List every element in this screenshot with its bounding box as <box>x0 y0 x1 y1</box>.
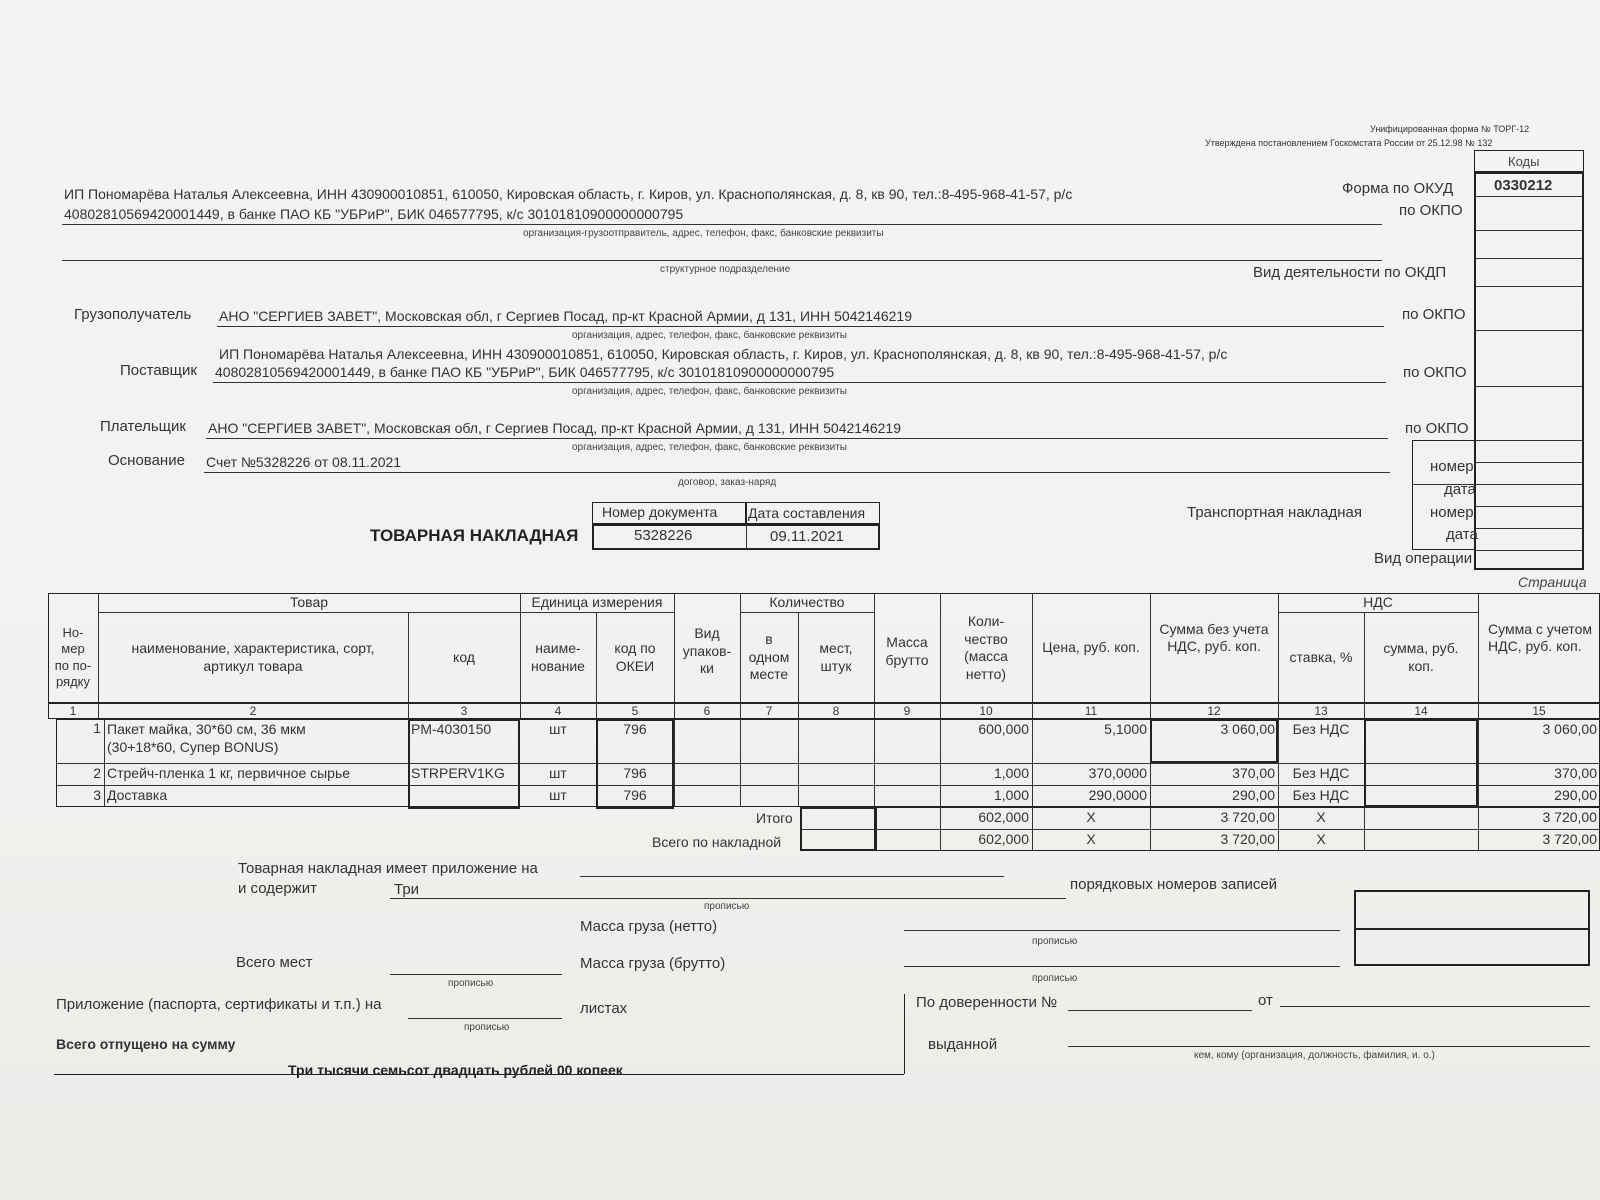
issued-caption: кем, кому (организация, должность, фамилия, и. о.) <box>1194 1050 1435 1061</box>
records-text: порядковых номеров записей <box>1070 876 1278 893</box>
row-sum: 370,00 <box>1232 765 1275 782</box>
col-sum-novat-header: Сумма без учета НДС, руб. коп. <box>1159 620 1269 654</box>
transport-label: Транспортная накладная <box>1187 504 1363 521</box>
col-vat-header: НДС <box>1363 593 1393 610</box>
from-label: от <box>1258 992 1273 1009</box>
col-gross-header: Масса брутто <box>885 634 929 668</box>
col-qty-places-header: мест, штук <box>819 640 853 674</box>
in-words-4: прописью <box>1032 973 1078 984</box>
col-sum-vat-header: Сумма с учетом НДС, руб. коп. <box>1488 620 1593 654</box>
doc-number-header: Номер документа <box>602 504 718 520</box>
row-code: PM-4030150 <box>411 721 492 738</box>
col-unit-name-header: наиме- нование <box>531 640 585 674</box>
row-code: STRPERV1KG <box>411 765 505 782</box>
vsego-total: 3 720,00 <box>1542 831 1597 848</box>
col-number: 2 <box>249 703 257 718</box>
basis-caption: договор, заказ-наряд <box>678 477 777 488</box>
row-sum: 3 060,00 <box>1220 721 1275 738</box>
col-number: 6 <box>703 703 711 718</box>
col-code-header: код <box>453 648 475 665</box>
row-okei: 796 <box>623 721 647 738</box>
col-goods-header: Товар <box>289 593 329 610</box>
basis-value: Счет №5328226 от 08.11.2021 <box>206 454 402 470</box>
row-price: 5,1000 <box>1104 721 1147 738</box>
row-net: 1,000 <box>993 787 1029 804</box>
okdp-label: Вид деятельности по ОКДП <box>1253 264 1447 281</box>
doc-number: 5328226 <box>634 527 693 544</box>
col-price-header: Цена, руб. коп. <box>1042 639 1140 656</box>
side-number-1: номер <box>1430 458 1474 475</box>
doc-date-header: Дата составления <box>748 505 866 521</box>
page-label: Страница <box>1518 574 1587 590</box>
in-words-5: прописью <box>464 1022 510 1033</box>
okud-label: Форма по ОКУД <box>1342 180 1454 197</box>
col-unit-header: Единица измерения <box>531 593 663 610</box>
row-price: 370,0000 <box>1088 765 1147 782</box>
col-number: 12 <box>1207 703 1221 718</box>
payer-value: АНО "СЕРГИЕВ ЗАВЕТ", Московская обл, г Сергиев Посад, пр-кт Красной Армии, д 131, ИНН 5042146219 <box>208 420 901 436</box>
shipper-line2: 40802810569420001449, в банке ПАО КБ "УБРиР", БИК 046577795, к/с 30101810900000000795 <box>64 206 684 222</box>
codes-title: Коды <box>1508 154 1540 169</box>
row-net: 600,000 <box>978 721 1029 738</box>
row-price: 290,0000 <box>1088 787 1147 804</box>
col-qty-one-header: в одном месте <box>748 631 790 683</box>
in-words-2: прописью <box>1032 936 1078 947</box>
released-sum-value: Три тысячи семьсот двадцать рублей 00 копеек <box>288 1062 623 1078</box>
col-number: 8 <box>832 703 840 718</box>
row-name: Доставка <box>107 787 168 804</box>
col-number: 11 <box>1084 703 1098 718</box>
row-net: 1,000 <box>993 765 1029 782</box>
itogo-label: Итого <box>756 810 793 826</box>
row-sum: 290,00 <box>1232 787 1275 804</box>
doc-date: 09.11.2021 <box>770 528 844 545</box>
itogo-price-x: X <box>1086 809 1096 826</box>
row-total: 3 060,00 <box>1542 721 1597 738</box>
row-name: Стрейч-пленка 1 кг, первичное сырье <box>107 765 351 782</box>
side-date-1: дата <box>1444 481 1476 498</box>
in-words-1: прописью <box>704 901 750 912</box>
row-num: 3 <box>93 787 101 804</box>
row-okei: 796 <box>623 765 647 782</box>
form-approval: Утверждена постановлением Госкомстата России от 25.12.98 № 132 <box>1205 138 1493 148</box>
col-number: 9 <box>903 703 911 718</box>
col-number: 3 <box>460 703 468 718</box>
vsego-net: 602,000 <box>978 831 1029 848</box>
okpo-label-4: по ОКПО <box>1405 420 1469 437</box>
supplier-line2: 40802810569420001449, в банке ПАО КБ "УБРиР", БИК 046577795, к/с 30101810900000000795 <box>215 364 835 380</box>
row-vat-rate: Без НДС <box>1292 765 1350 782</box>
vsego-price-x: X <box>1086 831 1096 848</box>
supplier-caption: организация, адрес, телефон, факс, банковские реквизиты <box>572 386 847 397</box>
attachment-text: Товарная накладная имеет приложение на <box>238 860 538 877</box>
subdivision-caption: структурное подразделение <box>660 264 791 275</box>
row-total: 290,00 <box>1554 787 1597 804</box>
document-title: ТОВАРНАЯ НАКЛАДНАЯ <box>370 526 579 545</box>
row-okei: 796 <box>623 787 647 804</box>
appendix-label: Приложение (паспорта, сертификаты и т.п.) на <box>56 996 382 1013</box>
total-places-label: Всего мест <box>236 954 313 971</box>
power-of-attorney-label: По доверенности № <box>916 994 1058 1011</box>
col-net-header: Коли- чество (масса нетто) <box>964 613 1008 682</box>
col-pack-header: Вид упаков- ки <box>682 625 732 677</box>
col-number: 7 <box>765 703 773 718</box>
mass-gross-label: Масса груза (брутто) <box>580 955 726 972</box>
vsego-sum: 3 720,00 <box>1220 831 1275 848</box>
itogo-total: 3 720,00 <box>1542 809 1597 826</box>
side-date-2: дата <box>1446 526 1478 543</box>
col-number: 14 <box>1414 703 1428 718</box>
col-goods-name-header: наименование, характеристика, сорт, артикул товара <box>131 640 375 674</box>
in-words-3: прописью <box>448 978 494 989</box>
contains-value: Три <box>394 881 420 898</box>
okud-code: 0330212 <box>1494 177 1553 194</box>
itogo-sum: 3 720,00 <box>1220 809 1275 826</box>
consignee-label: Грузополучатель <box>74 306 192 323</box>
contains-text: и содержит <box>238 880 317 897</box>
row-vat-rate: Без НДС <box>1292 787 1350 804</box>
form-name: Унифицированная форма № ТОРГ-12 <box>1370 124 1530 134</box>
vsego-vat-x: X <box>1316 831 1326 848</box>
col-vat-rate-header: ставка, % <box>1289 648 1353 665</box>
supplier-label: Поставщик <box>120 362 197 379</box>
payer-label: Плательщик <box>100 418 186 435</box>
row-vat-rate: Без НДС <box>1292 721 1350 738</box>
consignee-caption: организация, адрес, телефон, факс, банковские реквизиты <box>572 330 847 341</box>
row-total: 370,00 <box>1554 765 1597 782</box>
col-number: 10 <box>979 703 993 718</box>
shipper-caption: организация-грузоотправитель, адрес, телефон, факс, банковские реквизиты <box>523 228 884 239</box>
col-okei-header: код по ОКЕИ <box>614 640 656 674</box>
issued-label: выданной <box>928 1036 998 1053</box>
row-name: Пакет майка, 30*60 см, 36 мкм (30+18*60, Супер BONUS) <box>107 721 306 755</box>
shipper-line1: ИП Пономарёва Наталья Алексеевна, ИНН 430900010851, 610050, Кировская область, г. Киров, ул. Краснополянская, д. 8, кв 90, тел.:8-495-968-41-57, р/с <box>64 186 1073 202</box>
col-number: 4 <box>554 703 562 718</box>
row-unit: шт <box>549 721 567 738</box>
col-number: 15 <box>1532 703 1546 718</box>
vsego-label: Всего по накладной <box>652 834 782 850</box>
payer-caption: организация, адрес, телефон, факс, банковские реквизиты <box>572 442 847 453</box>
row-unit: шт <box>549 765 567 782</box>
basis-label: Основание <box>108 452 185 469</box>
okpo-label-3: по ОКПО <box>1403 364 1467 381</box>
okpo-label-2: по ОКПО <box>1402 306 1466 323</box>
row-code <box>408 785 520 807</box>
col-number: 13 <box>1314 703 1328 718</box>
row-num: 2 <box>93 765 101 782</box>
col-qty-header: Количество <box>769 593 845 610</box>
col-number: 1 <box>69 703 77 718</box>
supplier-line1: ИП Пономарёва Наталья Алексеевна, ИНН 430900010851, 610050, Кировская область, г. Киров, ул. Краснополянская, д. 8, кв 90, тел.:8-495-968-41-57, р/с <box>219 346 1228 362</box>
mass-net-label: Масса груза (нетто) <box>580 918 718 935</box>
row-unit: шт <box>549 787 567 804</box>
col-vat-sum-header: сумма, руб. коп. <box>1383 640 1459 674</box>
col-number: 5 <box>631 703 639 718</box>
col-num-header: Но- мер по по- рядку <box>54 625 92 689</box>
itogo-net: 602,000 <box>978 809 1029 826</box>
operation-label: Вид операции <box>1374 550 1473 567</box>
side-number-2: номер <box>1430 504 1474 521</box>
itogo-vat-x: X <box>1316 809 1326 826</box>
sheets-label: листах <box>580 1000 628 1017</box>
okpo-label-1: по ОКПО <box>1399 202 1463 219</box>
codes-column <box>1474 172 1584 570</box>
released-sum-label: Всего отпущено на сумму <box>56 1036 236 1052</box>
consignee-value: АНО "СЕРГИЕВ ЗАВЕТ", Московская обл, г Сергиев Посад, пр-кт Красной Армии, д 131, ИНН 5042146219 <box>219 308 912 324</box>
row-num: 1 <box>93 720 101 737</box>
